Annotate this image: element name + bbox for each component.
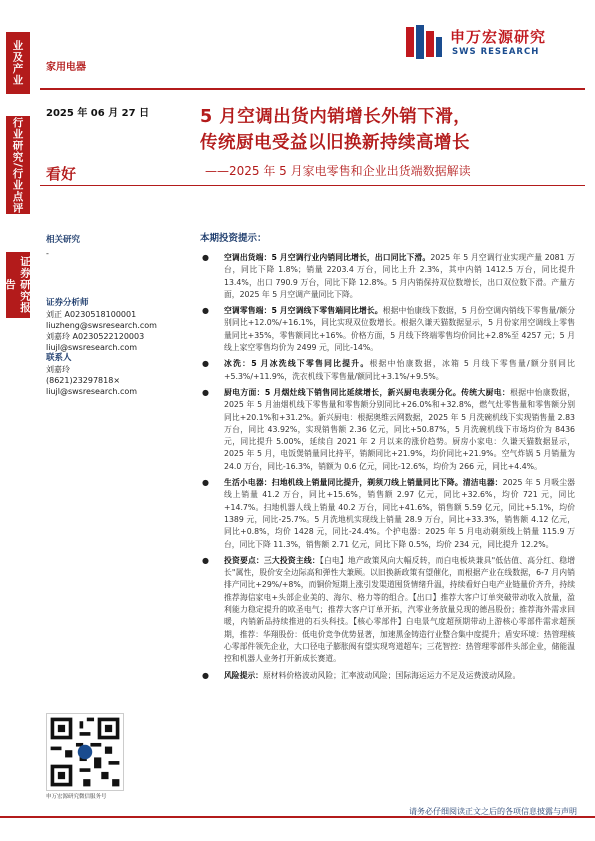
investment-summary xyxy=(200,230,575,686)
industry-category: 家用电器 xyxy=(46,62,86,73)
wechat-qr-code xyxy=(46,713,124,791)
side-tag-report-type: 行业研究/行业点评 xyxy=(6,116,30,214)
bullet-icon: ● xyxy=(202,359,209,369)
summary-item xyxy=(200,670,575,682)
summary-item-lead: 冰洗：5 月冰洗线下零售同比提升。 xyxy=(224,359,370,369)
bullet-icon: ● xyxy=(202,478,209,488)
contact-email[interactable]: liujl@swsresearch.com xyxy=(46,387,138,396)
bullet-icon: ● xyxy=(202,306,209,316)
qr-caption: 申万宏源研究微信服务号 xyxy=(46,794,107,800)
bullet-icon: ● xyxy=(202,670,209,680)
title-line-2: 传统厨电受益以旧换新持续高增长 xyxy=(200,133,470,153)
logo-chinese: 申万宏源研究 xyxy=(450,28,547,46)
summary-item-text: 2025 年 5 月吸尘器线上销量 41.2 万台，同比+15.6%，销售额 2.97 亿元，同比+32.6%，均价 721 元，同比+14.7%。扫地机器人线上销量 40.2 万台，同比+41.6%，销售额 5.59 亿元，同比+5.1%，均价 1389 元，同比-25.7%。5 月洗地机实现线上销量 28.9 万台，同比+33.3%，销售额 4.12 亿元，同比+0.8%，均价 1428 元，同比-24.4%。个护电器：2025 年 5 月电动剃须线上销量 115.9 万台，同比下降 11.3%，销售额 2.71 亿元，同比下降 0.5%，均价 234 元，同比提升 12.2%。 xyxy=(224,478,575,549)
summary-item-text: 原材料价格波动风险；汇率波动风险；国际海运运力不足及运费波动风险。 xyxy=(262,670,521,680)
summary-item-lead: 生活小电器：扫地机线上销量同比提升，剃须刀线上销量同比下降。清洁电器： xyxy=(224,478,503,488)
bullet-icon: ● xyxy=(202,253,209,262)
side-tag-industry: 业及产业 xyxy=(6,32,30,94)
analyst-block xyxy=(46,298,186,397)
summary-item xyxy=(200,555,575,666)
side-tag-research: 证券研究报告 xyxy=(6,252,30,318)
bullet-icon: ● xyxy=(202,387,209,397)
analyst-email[interactable]: liuzheng@swsresearch.com xyxy=(46,321,157,330)
summary-item xyxy=(200,358,575,383)
title-line-1: 5 月空调出货内销增长外销下滑， xyxy=(200,107,472,127)
summary-item-text: 【白电】地产政策风向大幅反转，而白电板块兼具"低估值、高分红、稳增长"属性，股价安全边际高和弹性大兼顾。以旧换新政策有望催化，而根据产业在线数据，6-7 月内销排产同比+29%/+8%，而铜价短期上涨引发渠道囤货情绪升温，持续看好白电产业链量价齐升，持续推荐海信家电+头部企业美的、海尔、格力等的组合。【出口】推荐大客户订单突破带动收入放量，盈利能力稳定提升的欧圣电气；推荐大客户订单开拓，汽零业务放量兑现的德昌股份；推荐海外需求回暖，内销新品持续推进的石头科技。【核心零部件】白电景气度超预期带动上游核心零部件需求超预期，推荐：华翔股份：低电价竞争优势显著，加速黑金铸造行业整合集中度提升；盾安环境：热管理核心零部件领先企业，大口径电子膨胀阀有望实现弯道超车；三花智控：热管理零部件头部企业，储能温控和机器人业务打开新成长赛道。 xyxy=(224,555,575,664)
contact-name: 刘嘉玲 xyxy=(46,365,70,374)
header-divider xyxy=(40,88,585,90)
report-date: 2025 年 06 月 27 日 xyxy=(46,108,150,119)
rating: 看好 xyxy=(46,165,77,183)
summary-item-lead: 空调零售端：5 月空调线下零售端同比增长。 xyxy=(224,306,383,316)
analyst-email[interactable]: liujl@swsresearch.com xyxy=(46,343,138,352)
contact-phone: (8621)23297818× xyxy=(46,376,121,385)
analyst-label: 证券分析师 xyxy=(46,298,89,308)
summary-item-lead: 投资要点：三大投资主线： xyxy=(224,555,320,565)
summary-item xyxy=(200,387,575,473)
bullet-icon: ● xyxy=(202,555,209,565)
subtitle: ——2025 年 5 月家电零售和企业出货端数据解读 xyxy=(205,164,471,178)
summary-item-text: 2025 年 5 月空调行业实现产量 2081 万台，同比下降 1.8%；销量 2203.4 万台，同比上升 2.3%，其中内销 1412.5 万台，同比提升 13.4%，出口 790.9 万台，同比下降 12.8%。5 月内销保持双位数增长，出口双位数下滑。产量方面，2025 年 5 月空调产量同比下降。 xyxy=(224,253,575,299)
summary-item-lead: 厨电方面：5 月烟灶线下销售同比延续增长，新兴厨电表现分化。传统大厨电： xyxy=(224,387,511,397)
contact-label: 联系人 xyxy=(46,353,72,363)
summary-item xyxy=(200,252,575,301)
logo-english: SWS RESEARCH xyxy=(452,47,540,57)
title-divider xyxy=(40,185,585,186)
summary-item-text: 根据中怡康线下数据，5 月份空调内销线下零售量/额分别同比+12.0%/+16.1%，同比实现双位数增长。根据久谦天猫数据显示，5 月份家用空调线上零售量同比+35%，零售额同比+16%。价格方面，5 月线下终端零售均价同比+2.8%至 4257 元；5 月线上家空零售均价为 2499 元，同比-14%。 xyxy=(224,306,575,353)
disclaimer-note[interactable]: 请务必仔细阅读正文之后的各项信息披露与声明 xyxy=(409,807,577,816)
sws-logo xyxy=(400,23,570,78)
summary-title: 本期投资提示： xyxy=(200,233,267,244)
analyst-line: 刘嘉玲 A0230522120003 xyxy=(46,332,145,341)
related-label: 相关研究 xyxy=(46,235,81,245)
summary-item-text: 根据中怡康数据，2025 年 5 月油烟机线下零售量和零售额分别同比+26.0%和+32.8%，燃气灶零售量和零售额分别同比+20.1%和+31.2%。新兴厨电：根据奥维云网数据，2025 年 5 月洗碗机线下实现销售量 2.83 万台，同比 43.92%，实现销售额 2.36 亿元，同比+50.87%，5 月洗碗机线下市场均价为 8436 元，同比提升 5.00%，延续自 2021 年 2 月以来的涨价趋势。厨房小家电：久谦天猫数据显示，2025 年 5 月，电饭煲销量同比持平，销额同比+21.9%，均价同比+21.9%。空气炸锅 5 月销量为 24.0 万台，同比-16.3%，销额为 0.6 亿元，同比-12.6%，均价为 266 元，同比+4.4%。 xyxy=(224,387,576,471)
related-item[interactable]: - xyxy=(46,249,49,258)
analyst-line: 刘正 A0230518100001 xyxy=(46,310,137,319)
sws-logo-icon xyxy=(404,23,444,63)
side-band xyxy=(0,0,33,841)
related-research xyxy=(46,233,186,258)
summary-item-lead: 风险提示： xyxy=(224,670,263,680)
summary-item-text: 根据中怡康数据，冰箱 5 月线下零售量/额分别同比+5.3%/+11.9%，洗衣机线下零售量/额同比+3.1%/+9.5%。 xyxy=(224,359,575,381)
summary-item xyxy=(200,477,575,551)
footer-divider xyxy=(0,816,595,818)
summary-item-lead: 空调出货端：5 月空调行业内销同比增长，出口同比下滑。 xyxy=(224,253,431,262)
summary-item xyxy=(200,305,575,354)
